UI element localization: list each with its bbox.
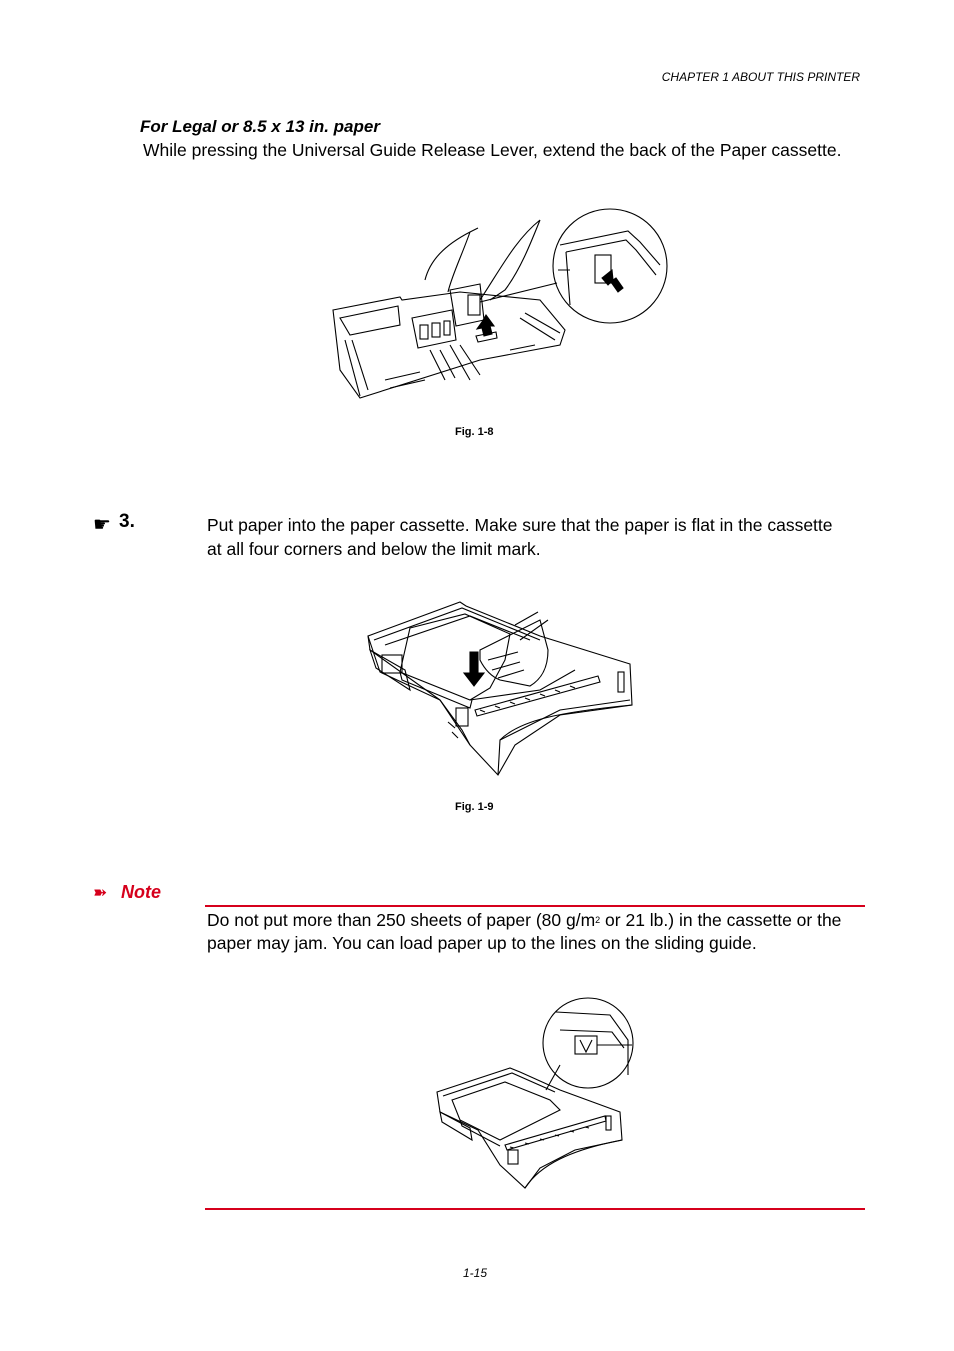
note-superscript: 2 <box>595 915 601 925</box>
note-top-rule <box>205 905 865 907</box>
section-instruction: While pressing the Universal Guide Release Lever, extend the back of the Paper cassette. <box>143 140 842 160</box>
note-text-part2: or 21 lb.) in the cassette or the paper may jam. You can load paper up to the lines on the sliding guide. <box>207 910 842 953</box>
page-number: 1-15 <box>462 1266 488 1280</box>
note-title: Note <box>121 882 161 902</box>
note-text-part1: Do not put more than 250 sheets of paper (80 g/m <box>207 910 596 930</box>
figure-1-8-caption: Fig. 1-8 <box>455 426 494 438</box>
step-number: 3. <box>119 511 135 532</box>
section-subheading: For Legal or 8.5 x 13 in. paper <box>140 117 380 136</box>
arrow-icon: ➽ <box>93 883 108 902</box>
pointing-hand-icon: ☛ <box>93 514 111 536</box>
step-instruction: Put paper into the paper cassette. Make sure that the paper is flat in the cassette at all four corners and below the limit mark. <box>207 515 833 559</box>
chapter-header: CHAPTER 1 ABOUT THIS PRINTER <box>661 70 860 84</box>
figure-1-9-caption: Fig. 1-9 <box>455 801 494 813</box>
note-bottom-rule <box>205 1208 865 1210</box>
note-text <box>207 909 862 955</box>
